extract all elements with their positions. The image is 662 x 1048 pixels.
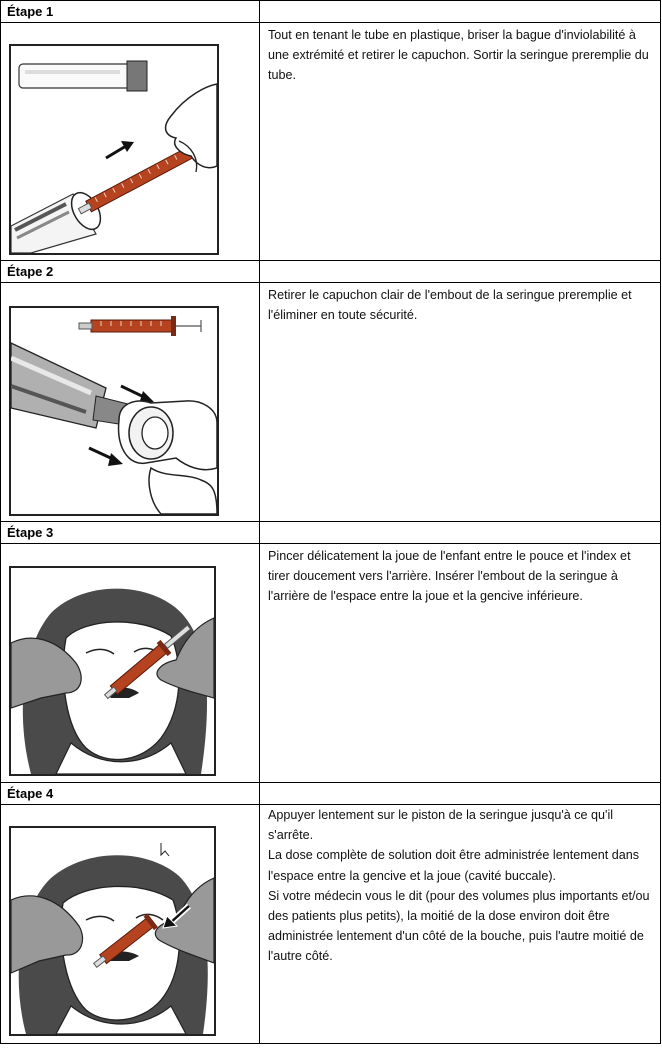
tube-and-syringe-drawing [11, 46, 217, 253]
cursor-icon [161, 843, 169, 856]
table-border-left [0, 0, 1, 1044]
table-border-bottom [0, 1043, 661, 1044]
child-cheek-syringe-drawing [11, 568, 214, 774]
step-3-paragraph: Pincer délicatement la joue de l'enfant entre le pouce et l'index et tirer doucement vers l'arrière. Insérer l'embout de la seringue à l'arrière de l'espace entre la joue et la gencive inférieure. [268, 549, 631, 604]
step-4-paragraph: Appuyer lentement sur le piston de la seringue jusqu'à ce qu'il s'arrête. [268, 808, 614, 843]
row-divider [0, 543, 661, 544]
step-4-paragraph: La dose complète de solution doit être administrée lentement dans l'espace entre la gencive et la joue (cavité buccale). [268, 848, 640, 883]
row-divider [0, 782, 661, 783]
row-divider [0, 260, 661, 261]
syringe-cap-removal-drawing [11, 308, 217, 514]
step-1-paragraph: Tout en tenant le tube en plastique, briser la bague d'inviolabilité à une extrémité et retirer le capuchon. Sortir la seringue preremplie du tube. [268, 28, 649, 83]
step-4-illustration [9, 826, 216, 1036]
step-1-instructions [268, 25, 654, 86]
row-divider [0, 521, 661, 522]
table-border-right [660, 0, 661, 1044]
table-border-top [0, 0, 661, 1]
step-2-title: Étape 2 [7, 264, 54, 279]
administer-dose-drawing [11, 828, 214, 1034]
step-2-instructions [268, 285, 654, 325]
step-3-illustration [9, 566, 216, 776]
step-2-illustration [9, 306, 219, 516]
step-1-illustration [9, 44, 219, 255]
column-divider [259, 0, 260, 1044]
step-2-paragraph: Retirer le capuchon clair de l'embout de la seringue preremplie et l'éliminer en toute sécurité. [268, 288, 632, 323]
step-4-paragraph: Si votre médecin vous le dit (pour des volumes plus importants et/ou des patients plus petits), la moitié de la dose environ doit être administrée lentement d'un côté de la bouche, puis l'autre moitié de l'autre côté. [268, 888, 650, 964]
row-divider [0, 282, 661, 283]
step-4-title: Étape 4 [7, 786, 54, 801]
step-4-instructions [268, 805, 654, 967]
step-3-title: Étape 3 [7, 525, 54, 540]
step-3-instructions [268, 546, 654, 607]
step-1-title: Étape 1 [7, 4, 54, 19]
row-divider [0, 22, 661, 23]
